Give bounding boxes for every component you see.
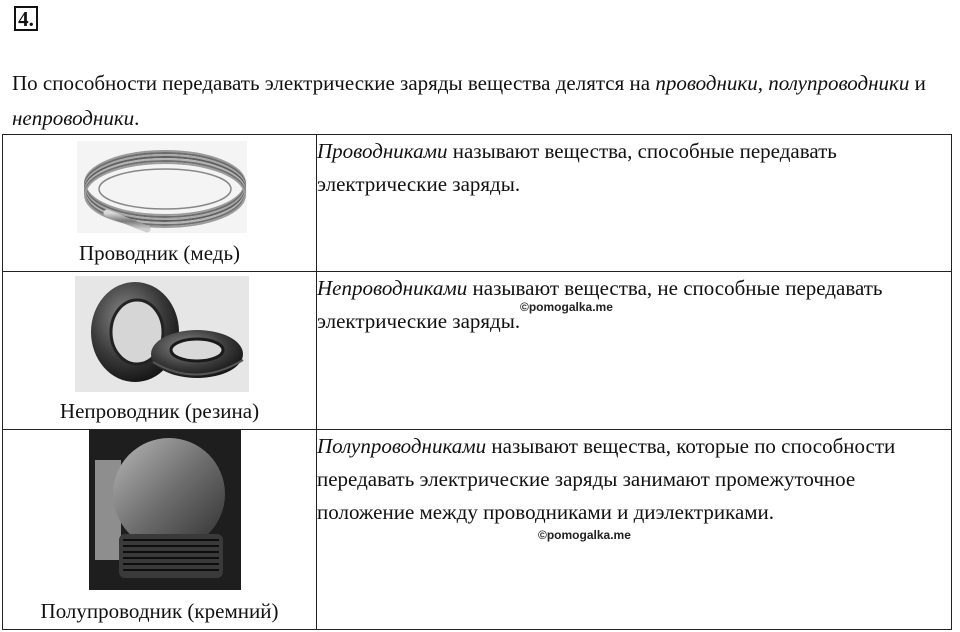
definition-semiconductor: Полупроводниками называют вещества, которые по способности передавать электрические заряды занимают промежуточное положение между проводниками и диэлектриками. [317, 430, 952, 630]
materials-table [2, 134, 952, 630]
table-row-insulator [3, 272, 952, 430]
intro-term-insulators: непроводники [12, 106, 135, 130]
definition-insulator: Непроводниками называют вещества, не способные передавать электрические заряды. [317, 272, 952, 430]
intro-term-conductors: проводники, [655, 71, 764, 95]
task-number-box: 4. [14, 6, 38, 31]
caption-conductor: Проводник (медь) [78, 241, 241, 265]
table-row-conductor [3, 135, 952, 272]
term-semiconductors: Полупроводниками [317, 434, 487, 458]
rubber-grommet-image [75, 276, 249, 392]
image-cell [3, 272, 317, 430]
silicon-wafer-image [89, 430, 241, 590]
watermark: ©pomogalka.me [520, 300, 613, 314]
definition-conductor: Проводниками называют вещества, способные передавать электрические заряды. [317, 135, 952, 272]
term-conductors: Проводниками [317, 139, 448, 163]
caption-semiconductor: Полупроводник (кремний) [40, 599, 279, 623]
watermark: ©pomogalka.me [538, 528, 631, 542]
image-cell [3, 430, 317, 630]
table-row-semiconductor [3, 430, 952, 630]
term-insulators: Непроводниками [317, 276, 468, 300]
intro-text: По способности передавать электрические заряды вещества делятся на [12, 71, 656, 95]
copper-wire-coil-image [77, 141, 247, 233]
intro-paragraph: По способности передавать электрические заряды вещества делятся на проводники, полупроводники и непроводники. [12, 71, 926, 130]
image-cell [3, 135, 317, 272]
intro-term-semiconductors: полупроводники [768, 71, 910, 95]
caption-insulator: Непроводник (резина) [59, 399, 260, 423]
